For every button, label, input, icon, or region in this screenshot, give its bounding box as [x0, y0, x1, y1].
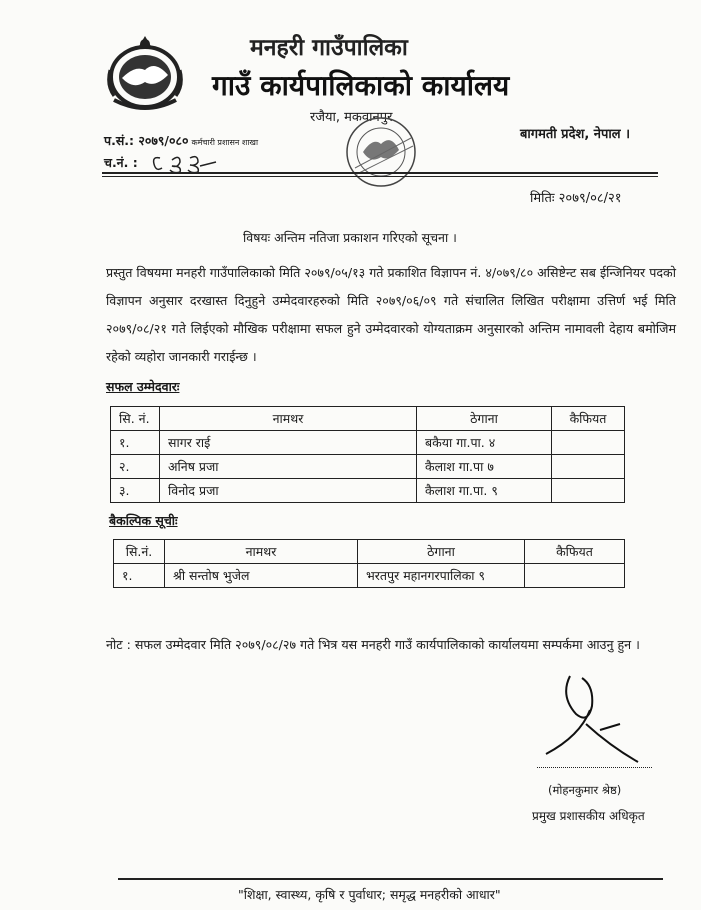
- office-location: रजैया, मकवानपुर: [310, 110, 393, 125]
- table-header-row: [114, 540, 625, 564]
- signatory-title: प्रमुख प्रशासकीय अधिकृत: [532, 809, 645, 823]
- column-header: कैफियत: [552, 407, 625, 431]
- column-header: ठेगाना: [417, 407, 552, 431]
- header-divider: [102, 172, 658, 174]
- reference-number: प.सं.: २०७९/०८० कर्मचारी प्रशासन शाखा: [104, 133, 259, 148]
- candidate-remarks: [525, 564, 625, 588]
- dispatch-number-label: च.नं. :: [104, 155, 138, 170]
- column-header: सि.नं.: [114, 540, 165, 564]
- office-title: गाउँ कार्यपालिकाको कार्यालय: [212, 69, 510, 102]
- table-row: [111, 431, 625, 455]
- signatory-name: (मोहनकुमार श्रेष्ठ): [548, 783, 622, 797]
- column-header: ठेगाना: [358, 540, 525, 564]
- candidate-address: भरतपुर महानगरपालिका ९: [358, 564, 525, 588]
- serial-number: ३.: [111, 479, 160, 503]
- signature-icon: [540, 666, 650, 771]
- column-header: नामथर: [160, 407, 417, 431]
- table-row: [111, 479, 625, 503]
- serial-number: १.: [114, 564, 165, 588]
- nepal-emblem-icon: [100, 30, 190, 116]
- notice-body: प्रस्तुत विषयमा मनहरी गाउँपालिकाको मिति २०७९/०५/१३ गते प्रकाशित विज्ञापन नं. ४/०७९/८० असिष्टेन्ट सब ईन्जिनियर पदको विज्ञापन अनुसार दरखास्त दिनुहुने उम्मेदवारहरुको मिति २०७९/०६/०९ गते संचालित लिखित परीक्षामा उत्तिर्ण भई मिति २०७९/०८/२१ गते लिईएको मौखिक परीक्षामा सफल हुने उम्मेदवारको योग्यताक्रम अनुसारको अन्तिम नामावली देहाय बमोजिम रहेको व्यहोरा जानकारी गराईन्छ ।: [106, 265, 676, 364]
- province-label: बागमती प्रदेश, नेपाल ।: [520, 127, 631, 142]
- candidate-remarks: [552, 431, 625, 455]
- table-header-row: [111, 407, 625, 431]
- successful-candidates-table: [110, 406, 625, 503]
- signature-line: [537, 767, 652, 768]
- serial-number: १.: [111, 431, 160, 455]
- candidate-name: सागर राई: [160, 431, 417, 455]
- footer-slogan: "शिक्षा, स्वास्थ्य, कृषि र पुर्वाधार; समृद्ध मनहरीको आधार": [238, 887, 501, 902]
- header-divider-thin: [102, 176, 658, 177]
- column-header: नामथर: [165, 540, 358, 564]
- candidate-address: कैलाश गा.पा ७: [417, 455, 552, 479]
- candidate-remarks: [552, 455, 625, 479]
- footer-divider: [118, 878, 663, 880]
- notice-note: नोट : सफल उम्मेदवार मिति २०७९/०८/२७ गते भित्र यस मनहरी गाउँ कार्यपालिकाको कार्यालयमा सम्पर्कमा आउनु हुन ।: [106, 637, 640, 652]
- candidate-remarks: [552, 479, 625, 503]
- alternate-list-heading: बैकल्पिक सूचीः: [109, 513, 178, 528]
- candidate-address: कैलाश गा.पा. ९: [417, 479, 552, 503]
- serial-number: २.: [111, 455, 160, 479]
- alternate-candidates-table: [113, 539, 625, 588]
- table-row: [111, 455, 625, 479]
- candidate-name: विनोद प्रजा: [160, 479, 417, 503]
- successful-candidates-heading: सफल उम्मेदवारः: [106, 379, 180, 394]
- notice-date: मितिः २०७९/०८/२१: [530, 191, 622, 206]
- reference-section: कर्मचारी प्रशासन शाखा: [191, 138, 259, 147]
- office-stamp-icon: [333, 112, 429, 192]
- column-header: सि. नं.: [111, 407, 160, 431]
- candidate-address: बकैया गा.पा. ४: [417, 431, 552, 455]
- column-header: कैफियत: [525, 540, 625, 564]
- candidate-name: श्री सन्तोष भुजेल: [165, 564, 358, 588]
- office-name: मनहरी गाउँपालिका: [250, 35, 408, 61]
- dispatch-number-handwriting: [150, 152, 220, 174]
- notice-subject: विषयः अन्तिम नतिजा प्रकाशन गरिएको सूचना ।: [243, 230, 457, 245]
- table-row: [114, 564, 625, 588]
- candidate-name: अनिष प्रजा: [160, 455, 417, 479]
